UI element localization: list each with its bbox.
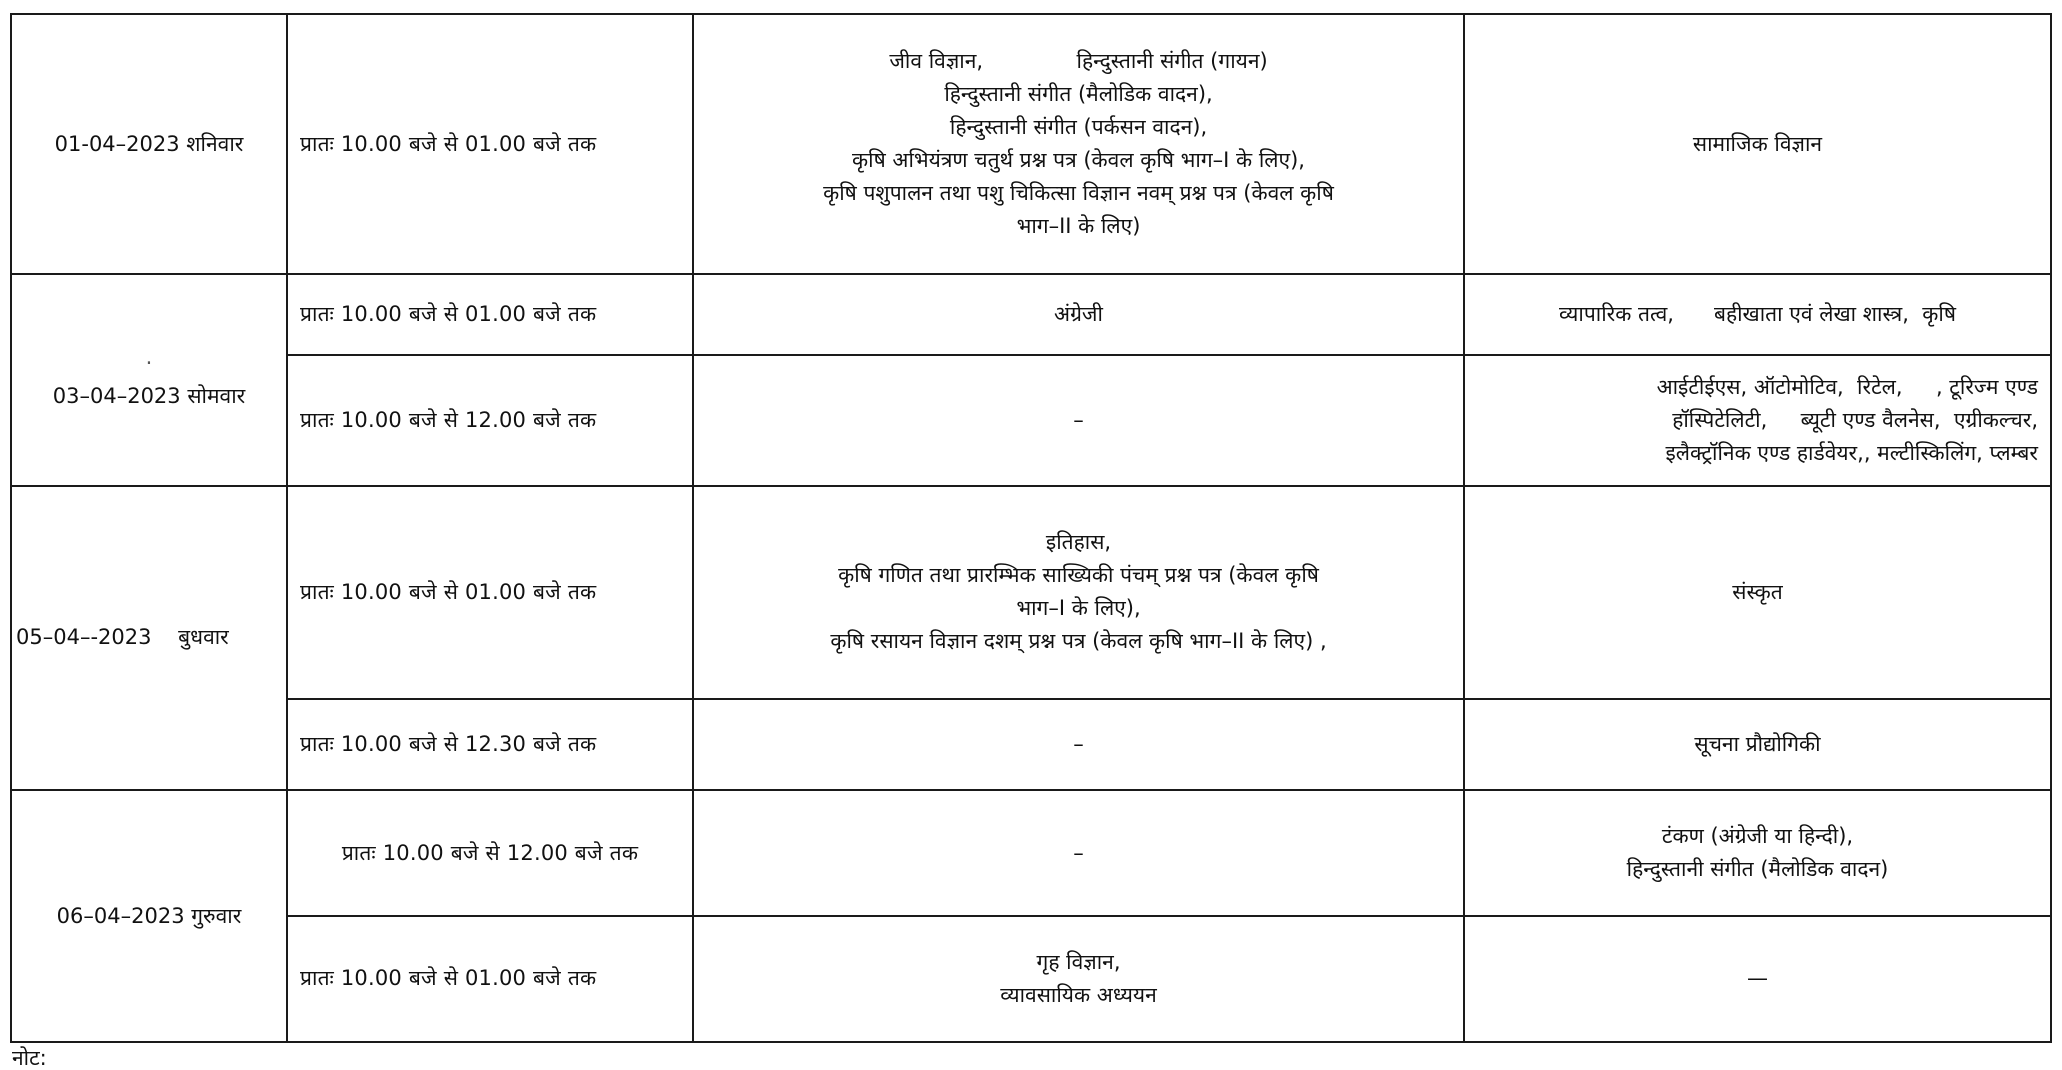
subjects-cell: – bbox=[693, 355, 1464, 486]
subjects-cell bbox=[693, 14, 1464, 274]
subjects-cell: संस्कृत bbox=[1464, 486, 2051, 700]
subjects-cell: – bbox=[693, 790, 1464, 916]
exam-schedule-table bbox=[10, 13, 2052, 1043]
exam-date: 03–04–2023 सोमवार bbox=[52, 383, 246, 408]
subject-line: जीव विज्ञान, हिन्दुस्तानी संगीत (गायन) bbox=[889, 49, 1268, 73]
exam-date: 06–04–2023 गुरुवार bbox=[11, 790, 287, 1042]
subjects-cell: सूचना प्रौद्योगिकी bbox=[1464, 699, 2051, 790]
subject-line: गृह विज्ञान, bbox=[1036, 949, 1121, 974]
subject-line: हिन्दुस्तानी संगीत (पर्कसन वादन), bbox=[949, 115, 1208, 139]
exam-date-cell bbox=[11, 274, 287, 486]
table-row bbox=[11, 699, 2051, 790]
subjects-cell bbox=[1464, 355, 2051, 486]
exam-date: 05–04–-2023 बुधवार bbox=[11, 486, 287, 790]
table-row bbox=[11, 486, 2051, 700]
subjects-cell: — bbox=[1464, 916, 2051, 1042]
table-row bbox=[11, 274, 2051, 355]
exam-date: 01-04–2023 शनिवार bbox=[11, 14, 287, 274]
table-row bbox=[11, 14, 2051, 274]
stray-mark: · bbox=[145, 350, 153, 375]
table-row bbox=[11, 790, 2051, 916]
exam-time: प्रातः 10.00 बजे से 12.00 बजे तक bbox=[287, 355, 693, 486]
subjects-cell: अंग्रेजी bbox=[693, 274, 1464, 355]
subject-line: कृषि अभियंत्रण चतुर्थ प्रश्न पत्र (केवल कृषि भाग–I के लिए), bbox=[852, 148, 1305, 172]
subjects-cell bbox=[1464, 790, 2051, 916]
subject-line: इतिहास, bbox=[1045, 530, 1112, 555]
exam-time: प्रातः 10.00 बजे से 01.00 बजे तक bbox=[287, 14, 693, 274]
subject-line: आईटीईएस, ऑटोमोटिव, रिटेल, , टूरिज्म एण्ड bbox=[1656, 374, 2038, 399]
subjects-cell: सामाजिक विज्ञान bbox=[1464, 14, 2051, 274]
table-row bbox=[11, 355, 2051, 486]
exam-time: प्रातः 10.00 बजे से 12.30 बजे तक bbox=[287, 699, 693, 790]
subject-line: हॉस्पिटेलिटी, ब्यूटी एण्ड वैलनेस, एग्रीकल्चर, bbox=[1672, 407, 2038, 432]
subjects-cell bbox=[693, 916, 1464, 1042]
subject-line: भाग–I के लिए), bbox=[1016, 596, 1141, 621]
subject-line: भाग–II के लिए) bbox=[1016, 214, 1141, 238]
subject-line: इलैक्ट्रॉनिक एण्ड हार्डवेयर,, मल्टीस्किलिंग, प्लम्बर bbox=[1665, 440, 2038, 465]
exam-time: प्रातः 10.00 बजे से 01.00 बजे तक bbox=[287, 486, 693, 700]
subject-line: हिन्दुस्तानी संगीत (मैलोडिक वादन) bbox=[1626, 857, 1889, 881]
subject-line: कृषि रसायन विज्ञान दशम् प्रश्न पत्र (केवल कृषि भाग–II के लिए) , bbox=[830, 629, 1327, 654]
subject-line: टंकण (अंग्रेजी या हिन्दी), bbox=[1661, 824, 1854, 848]
subjects-cell bbox=[693, 486, 1464, 700]
table-row bbox=[11, 916, 2051, 1042]
exam-time: प्रातः 10.00 बजे से 12.00 बजे तक bbox=[287, 790, 693, 916]
exam-time: प्रातः 10.00 बजे से 01.00 बजे तक bbox=[287, 274, 693, 355]
subjects-cell: व्यापारिक तत्व, बहीखाता एवं लेखा शास्त्र, कृषि bbox=[1464, 274, 2051, 355]
footer-note: नोट: bbox=[12, 1046, 47, 1070]
subjects-cell: – bbox=[693, 699, 1464, 790]
subject-line: कृषि पशुपालन तथा पशु चिकित्सा विज्ञान नवम् प्रश्न पत्र (केवल कृषि bbox=[823, 181, 1334, 205]
subject-line: हिन्दुस्तानी संगीत (मैलोडिक वादन), bbox=[944, 82, 1213, 106]
subject-line: व्यावसायिक अध्ययन bbox=[1000, 982, 1157, 1007]
subject-line: कृषि गणित तथा प्रारम्भिक साख्यिकी पंचम् प्रश्न पत्र (केवल कृषि bbox=[838, 563, 1319, 588]
exam-time: प्रातः 10.00 बजे से 01.00 बजे तक bbox=[287, 916, 693, 1042]
